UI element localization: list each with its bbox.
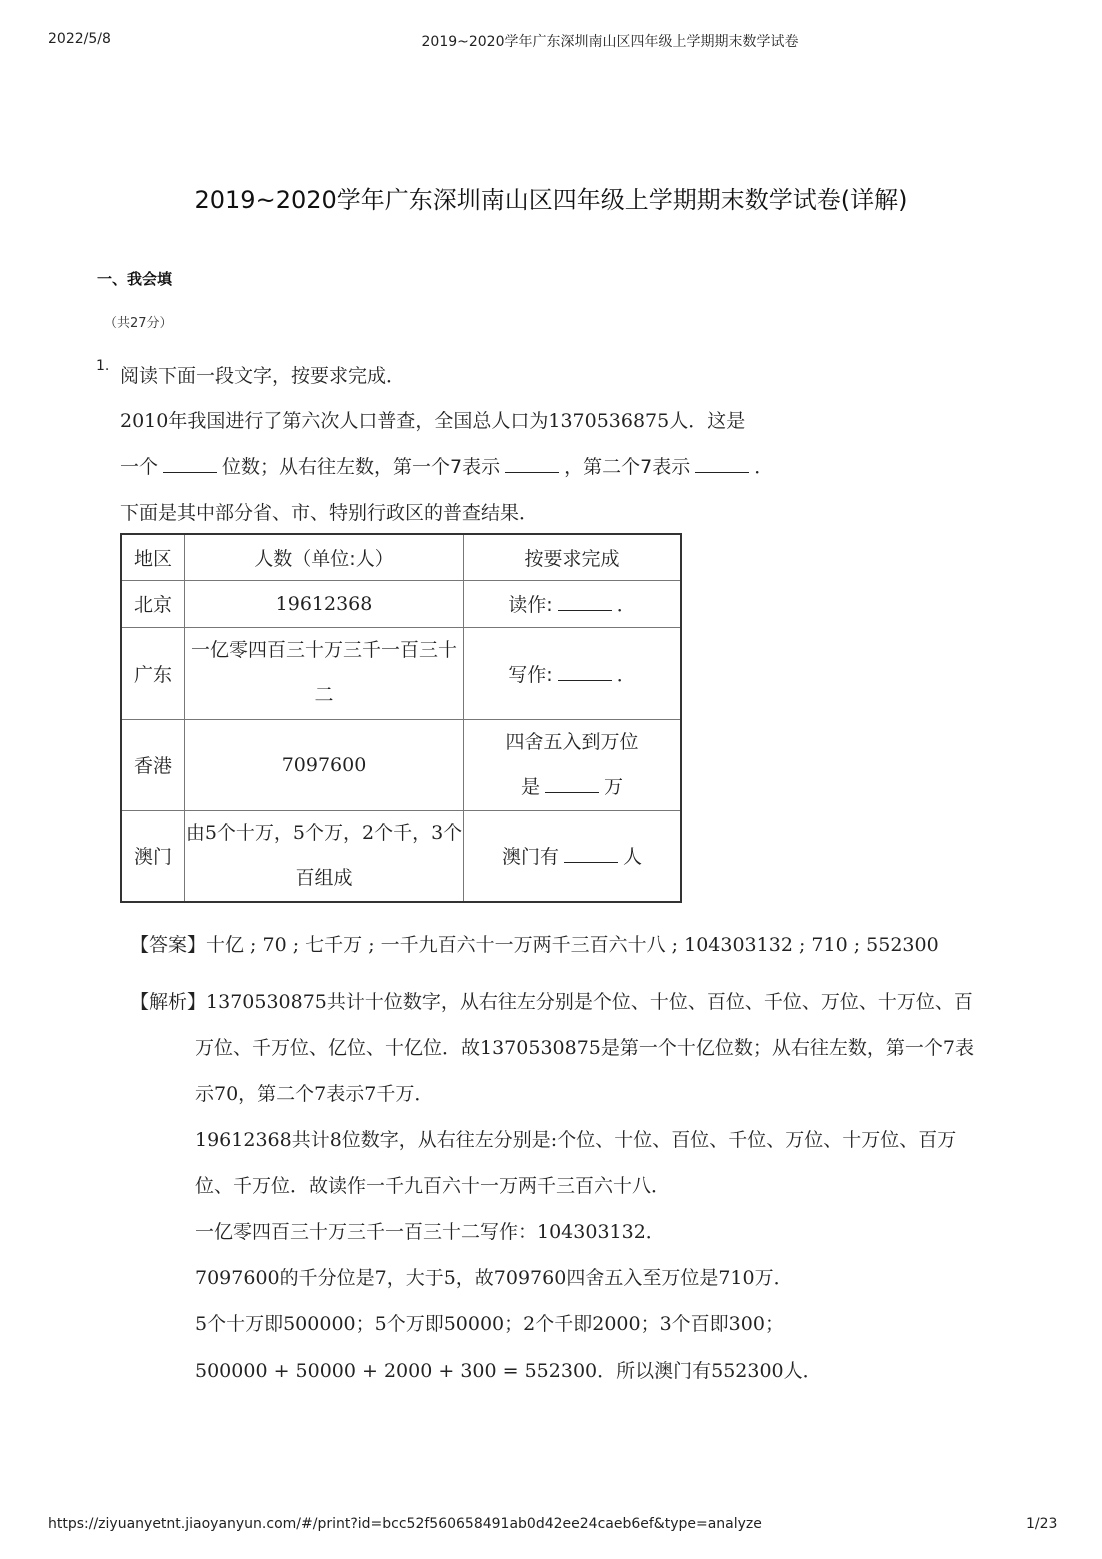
question-number: 1. [96,358,110,374]
fill-blank-read [558,594,612,611]
census-table [120,533,682,903]
analysis-line: 500000 + 50000 + 2000 + 300 = 552300．所以澳门有552300人． [195,1360,822,1382]
task-prefix: 澳门有 [501,846,559,868]
table-row [121,580,681,627]
count-line-2: 二 [314,684,334,706]
count-line-2: 百组成 [295,866,353,889]
analysis-line: 位、千万位．故读作一千九百六十一万两千三百六十八． [195,1175,671,1197]
table-header-row [121,534,681,580]
count-line-1: 一亿零四百三十万三千一百三十 [190,639,457,661]
task-suffix: 万 [604,775,624,798]
task-cell [464,719,682,810]
question-paragraph-1: 2010年我国进行了第六次人口普查，全国总人口为1370536875人．这是 [120,410,746,432]
table-row [121,627,681,719]
analysis-line: 示70，第二个7表示7千万． [195,1083,434,1105]
page-number: 1/23 [1026,1516,1058,1532]
table-row [121,719,681,810]
fill-blank-round [545,776,599,793]
task-suffix: ． [616,663,636,686]
answer-label: 【答案】 [130,934,207,956]
header-region: 地区 [121,534,185,580]
task-prefix: 读作: [508,594,553,616]
analysis-line: 5个十万即500000；5个万即50000；2个千即2000；3个百即300； [195,1313,784,1335]
para2-part-d: ． [754,456,774,478]
analysis-line: 7097600的千分位是7，大于5，故709760四舍五入至万位是710万． [195,1267,793,1289]
answer-text: 十亿 ; 70 ; 七千万 ; 一千九百六十一万两千三百六十八 ; 104303132 ; 710 ; 552300 [206,934,939,956]
para2-part-a: 一个 [120,456,159,478]
fill-blank-digits [163,456,217,473]
task-suffix: 人 [623,846,643,868]
page-url: https://ziyuanyetnt.jiaoyanyun.com/#/print?id=bcc52f560658491ab0d42ee24caeb6ef&type=analyze [48,1516,762,1532]
region-cell: 北京 [121,580,185,627]
table-row [121,810,681,902]
fill-blank-first-seven [505,456,559,473]
question-intro: 阅读下面一段文字，按要求完成． [120,365,406,387]
document-title: 2019~2020学年广东深圳南山区四年级上学期期末数学试卷(详解) [194,186,908,214]
region-cell: 广东 [121,627,185,719]
answer-line [130,930,939,957]
count-line-1: 由5个十万，5个万，2个千，3个 [185,821,463,844]
task-line-1: 四舍五入到万位 [505,730,639,753]
para2-part-b: 位数；从右往左数，第一个7表示 [222,456,501,478]
print-date: 2022/5/8 [48,31,111,47]
region-cell: 香港 [121,719,185,810]
para2-part-c: ，第二个7表示 [564,456,691,478]
header-task: 按要求完成 [464,534,682,580]
count-cell: 19612368 [185,580,464,627]
fill-blank-macau [564,846,618,863]
count-cell [185,627,464,719]
analysis-line: 1370530875共计十位数字，从右往左分别是个位、十位、百位、千位、万位、十万位、百 [206,991,973,1013]
task-line-2 [464,765,680,810]
section-title: 一、我会填 [97,270,173,288]
task-suffix: ． [616,594,636,616]
count-cell [185,810,464,902]
task-prefix: 写作: [508,663,553,686]
fill-blank-write [558,664,612,681]
table-intro: 下面是其中部分省、市、特别行政区的普查结果． [120,502,539,524]
task-cell [464,627,682,719]
question-paragraph-2 [120,452,773,479]
print-header-title: 2019~2020学年广东深圳南山区四年级上学期期末数学试卷 [421,34,799,50]
analysis-line: 一亿零四百三十万三千一百三十二写作：104303132． [195,1221,665,1243]
task-cell [464,810,682,902]
header-count: 人数（单位:人） [185,534,464,580]
fill-blank-second-seven [695,456,749,473]
region-cell: 澳门 [121,810,185,902]
count-cell: 7097600 [185,719,464,810]
analysis-line: 万位、千万位、亿位、十亿位．故1370530875是第一个十亿位数；从右往左数，第一个7表 [195,1037,974,1059]
task-prefix: 是 [520,775,540,798]
analysis-label: 【解析】 [130,991,207,1013]
analysis-line: 19612368共计8位数字，从右往左分别是:个位、十位、百位、千位、万位、十万位、百万 [195,1129,957,1151]
section-score: （共27分） [104,316,173,331]
analysis-first-line [130,987,973,1014]
task-cell [464,580,682,627]
